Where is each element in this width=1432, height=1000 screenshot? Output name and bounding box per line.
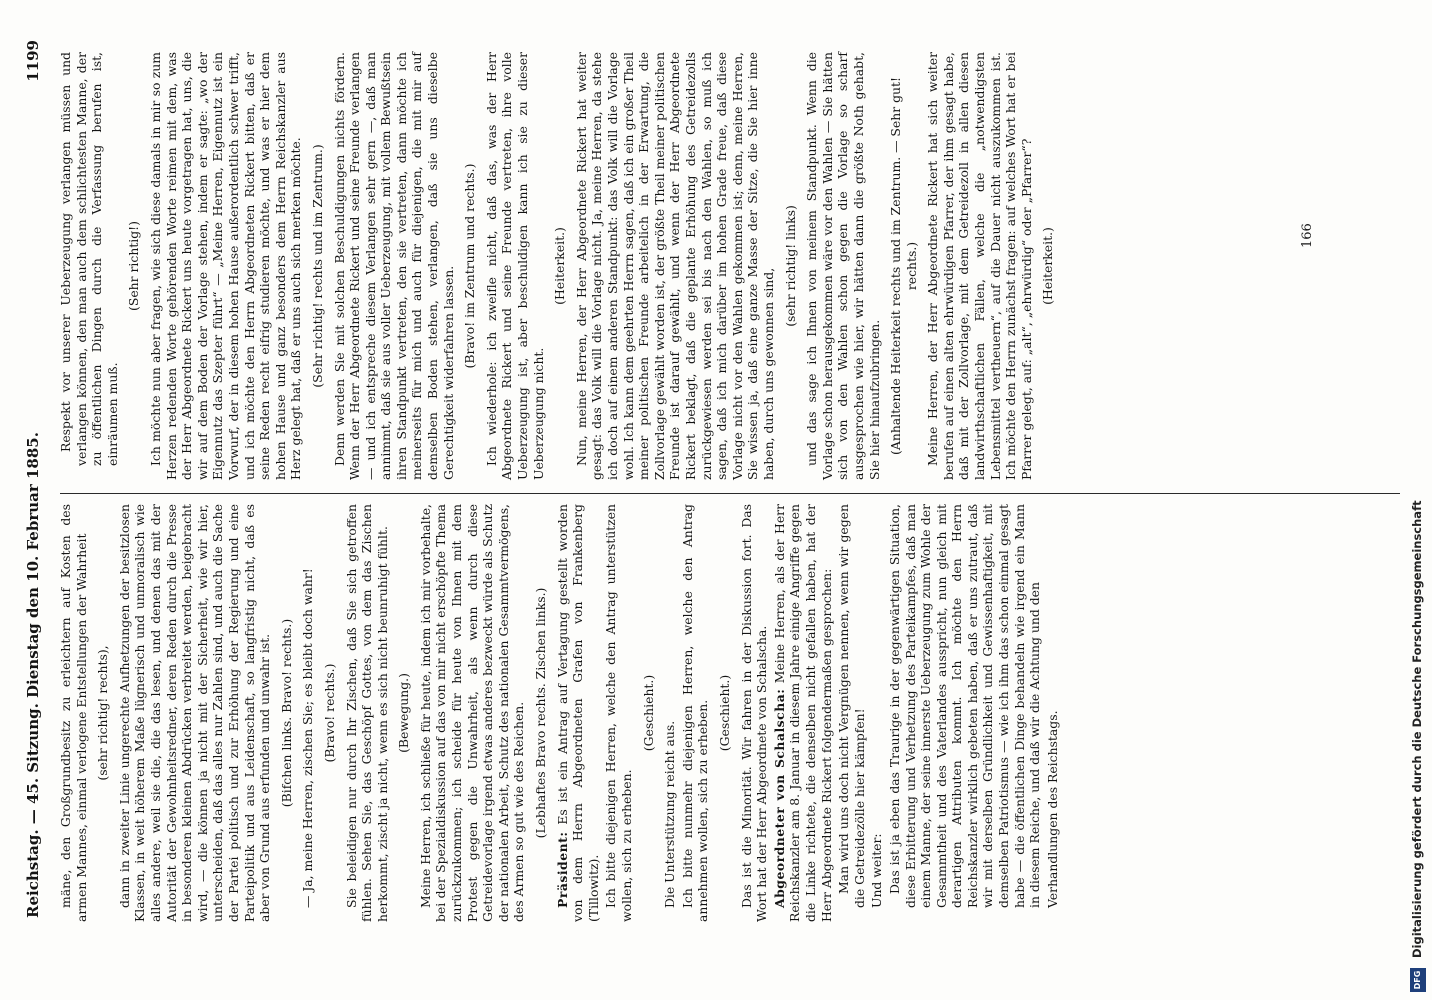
stage-direction: (sehr richtig! links) [782,205,798,327]
paragraph: Meine Herren, ich schließe für heute, indem ich mir vorbehalte, bei der Spezialdiskussion auf das von mir nicht erschöpfte Thema zurückzukommen; ich scheide für heute von Ihnen mit dem Protest gegen die Unwahrheit, als wenn durch diese Getreidevorlage irgend etwas anderes bezweckt würde als Schutz der nationalen Arbeit, Schutz des nationalen Gesammtvermögens, des Armen so gut wie des Reichen. [417,504,527,922]
stage-direction: (Sehr richtig!) [126,221,142,311]
stage-direction: (Geschieht.) [716,674,732,752]
bottom-page-number: 166 [1300,223,1315,248]
paragraph: dann in zweiter Linie ungerechte Aufhetzungen der besitzlosen Klassen, in weit höherem Maße lügnerisch und unmoralisch wie alles andere, weil sie die, die das lesen, und denen das mit der Autorität der Gewohnheitsredner, deren Reden durch die Presse in besonderen kleinen Abdrücken verbreitet werden, beigebracht wird, — die können ja nicht mit der Sicherheit, wie wir hier, unterscheiden, daß das alles nur Zahlen sind, und auch die Sache der Partei politisch und zur Erhöhung der Regierung und eine Parteipolitik und aus Leidenschaft, so langfristig nicht, daß es aber von Grund aus erfunden und unwahr ist. [116,504,273,922]
digitization-note: Digitalisierung gefördert durch die Deutsche Forschungsgemeinschaft [1410,500,1424,958]
paragraph: Und weiter: [869,833,885,908]
speaker-name: Präsident: [554,831,570,908]
stage-direction: (Anhaltende Heiterkeit rechts und im Zentrum. — Sehr gut! rechts.) [888,77,919,455]
quoted-paragraph: Man wird uns doch nicht Vergnügen nennen, wenn wir gegen die Getreidezölle hier kämpfen! [836,504,867,908]
paragraph: Nun, meine Herren, der Herr Abgeordnete Rickert hat weiter gesagt: das Volk will die Vorlage nicht. Ja, meine Herren, da stehe ich doch auf einem anderen Standpunkt: das Volk will die Vorlage wohl. Ich kann dem geehrten Herrn sagen, daß ich ein großer Theil meiner politischen Freunde arbeitelich in der Erwartung, die Zollvorlage gewählt worden ist, der größte Theil meiner politischen Freunde ist darauf gewählt, und wenn der Herr Abgeordnete Rickert beklagt, daß die geplante Erhöhung des Getreidezolls zurückgewiesen werden sei bis nach den Wahlen, so muß ich sagen, daß ich mich darüber im hohen Grade freue, daß diese Vorlage nicht vor den Wahlen gekommen ist; denn, meine Herren, Sie wissen ja, daß eine ganze Masse der Sitze, die Sie hier inne haben, durch uns gewonnen sind, [573,52,776,480]
stage-direction: (Bewegung.) [396,673,412,753]
stage-direction: (Geschieht.) [640,674,656,752]
paragraph: Meine Herren, der Herr Abgeordnete Rickert hat sich weiter berufen auf einen alten ehrwürdigen Pfarrer, der ihm gesagt habe, daß mit der Zollvorlage, mit dem Getreidezoll in allen diesen landwirthschaftlichen Fällen, welche die „notwendigsten Lebensmittel vertheuern“, auf die Dauer nicht auszukommen ist. Ich möchte den Herrn zunächst fragen: auf welches Wort hat er bei Pfarrer gelegt, auf: „alt“, „ehrwürdig“ oder „Pfarrer“? [925,52,1034,480]
stage-direction: (Lebhaftes Bravo rechts. Zischen links.) [533,587,549,839]
paragraph: Ich bitte diejenigen Herren, welche den Antrag unterstützen wollen, sich zu erheben. [603,504,634,922]
speaker-paragraph [772,504,834,922]
paragraph: — Ja, meine Herren, zischen Sie; es bleibt doch wahr! [300,568,316,908]
paragraph: Das ist die Minorität. Wir fahren in der Diskussion fort. Das Wort hat der Herr Abgeordnete von Schalscha. [738,504,770,922]
stage-direction: (sehr richtig! rechts), [95,645,111,781]
stage-direction: (Bravo! rechts.) [321,663,337,763]
paragraph: Denn werden Sie mit solchen Beschuldigungen nichts fördern. Wenn der Herr Abgeordnete Rickert und seine Freunde verlangen — und ich entspreche diesem Verlangen sehr gern —, daß man annimmt, daß sie aus voller Ueberzeugung, mit vollem Bewußtsein ihren Standpunkt vertreten, den sie vertreten, dann möchte ich meinerseits für mich und auch für diejenigen, die mit mir auf demselben Boden stehen, verlangen, daß sie uns dieselbe Gerechtigkeit widerfahren lassen. [331,52,456,480]
quoted-paragraph: Das ist ja eben das Traurige in der gegenwärtigen Situation, diese Erbitterung und Verhetzung des Parteikampfes, daß man einem Manne, der seine innerste Ueberzeugung zum Wohle der Gesammtheit und des Vaterlandes ausspricht, nun gleich mit derartigen Attributen kommt. Ich möchte den Herrn Reichskanzler wirklich gebeten haben, daß er uns zutraut, daß wir mit derselben Gründlichkeit und Gewissenhaftigkeit, mit demselben Patriotismus — wie ich ihm das schon einmal gesagt habe — die öffentlichen Dinge behandeln wie irgend ein Mann in diesem Reiche, und daß wir die Achtung und den [886,504,1043,908]
paragraph: Ich wiederhole: ich zweifle nicht, daß das, was der Herr Abgeordnete Rickert und seine Freunde vertreten, ihre volle Ueberzeugung ist, aber beschuldigen kann ich sie zu dieser Ueberzeugung nicht. [483,52,546,480]
paragraph: mäne, den Großgrundbesitz zu erleichtern auf Kosten des armen Mannes, einmal verlogene Entstellungen der Wahrheit [58,504,89,922]
paragraph: Die Unterstützung reicht aus. [662,720,678,908]
speaker-name: Abgeordneter von Schalscha: [771,688,787,908]
page-header [18,40,50,918]
dfg-logo-icon: DFG [1410,968,1426,992]
stage-direction: (Bifchen links. Bravo! rechts.) [278,618,294,808]
right-column [58,52,1062,480]
digitization-footer [1404,0,1430,998]
paragraph: Sie beleidigen nur durch Ihr Zischen, daß Sie sich getroffen fühlen. Sehen Sie, das Geschöpf Gottes, von dem das Zischen herkommt, zischt ja nicht, wenn es sich nicht beunruhigt fühlt. [343,504,390,922]
stage-direction: (Sehr richtig! rechts und im Zentrum.) [309,144,325,388]
header-title: Reichstag. — 45. Sitzung. Dienstag den 10. Februar 1885. [24,432,42,918]
paragraph: Ich bitte nunmehr diejenigen Herren, welche den Antrag annehmen wollen, sich zu erheben. [679,504,711,922]
stage-direction: (Heiterkeit.) [552,227,568,305]
quoted-paragraph: Respekt vor unserer Ueberzeugung verlangen müssen und verlangen können, den man auch dem schlichtesten Manne, der zu öffentlichen Dingen durch die Verfassung berufen ist, einräumen muß. [58,52,120,466]
paragraph: Verhandlungen des Reichstags. [1044,710,1060,908]
speech-text: Es ist ein Antrag auf Vertagung gestellt worden von dem Herrn Abgeordneten Grafen von Frankenberg (Tillowitz). [554,504,601,922]
paragraph: Ich möchte nun aber fragen, wie sich diese damals in mir so zum Herzen redenden Worte gehörenden Worte reimen mit dem, was der Herr Abgeordnete Rickert uns heute vorgetragen hat, uns, die wir auf dem Boden der Vorlage stehen, indem er sagte: „wo der Eigennutz das Szepter führt“ — „Meine Herren, Eigennutz ist ein Vorwurf, der in diesem hohen Hause außerordentlich schwer trifft, und ich möchte den Herrn Abgeordneten Rickert bitten, daß er seine Reden recht eifrig studieren möchte, und was er hier dem hohen Hause und ganz besonders dem Herrn Reichskanzler aus Herz gelegt hat, daß er uns auch sich merken möchte. [147,52,304,480]
stage-direction: (Heiterkeit.) [1040,227,1056,305]
speaker-paragraph [555,504,602,922]
header-page-number: 1199 [24,40,42,82]
left-column [58,504,1062,922]
stage-direction: (Bravo! im Zentrum und rechts.) [462,163,478,369]
paragraph: und das sage ich Ihnen von meinem Standpunkt. Wenn die Vorlage schon herausgekommen wäre vor den Wahlen — Sie hätten sich von den Wahlen schon gegen die Vorlage so scharf ausgesprochen wie hier, wir hätten dann die größte Noth gehabt, Sie hier hinaufzubringen. [804,52,882,480]
speech-text: Meine Herren, als der Herr Reichskanzler am 8. Januar in diesem Jahre einige Angriffe gegen die Linke richtete, die denselben nicht gefallen haben, hat der Herr Abgeordnete Rickert folgendermaßen gesprochen: [771,504,834,922]
column-divider [60,493,1400,494]
